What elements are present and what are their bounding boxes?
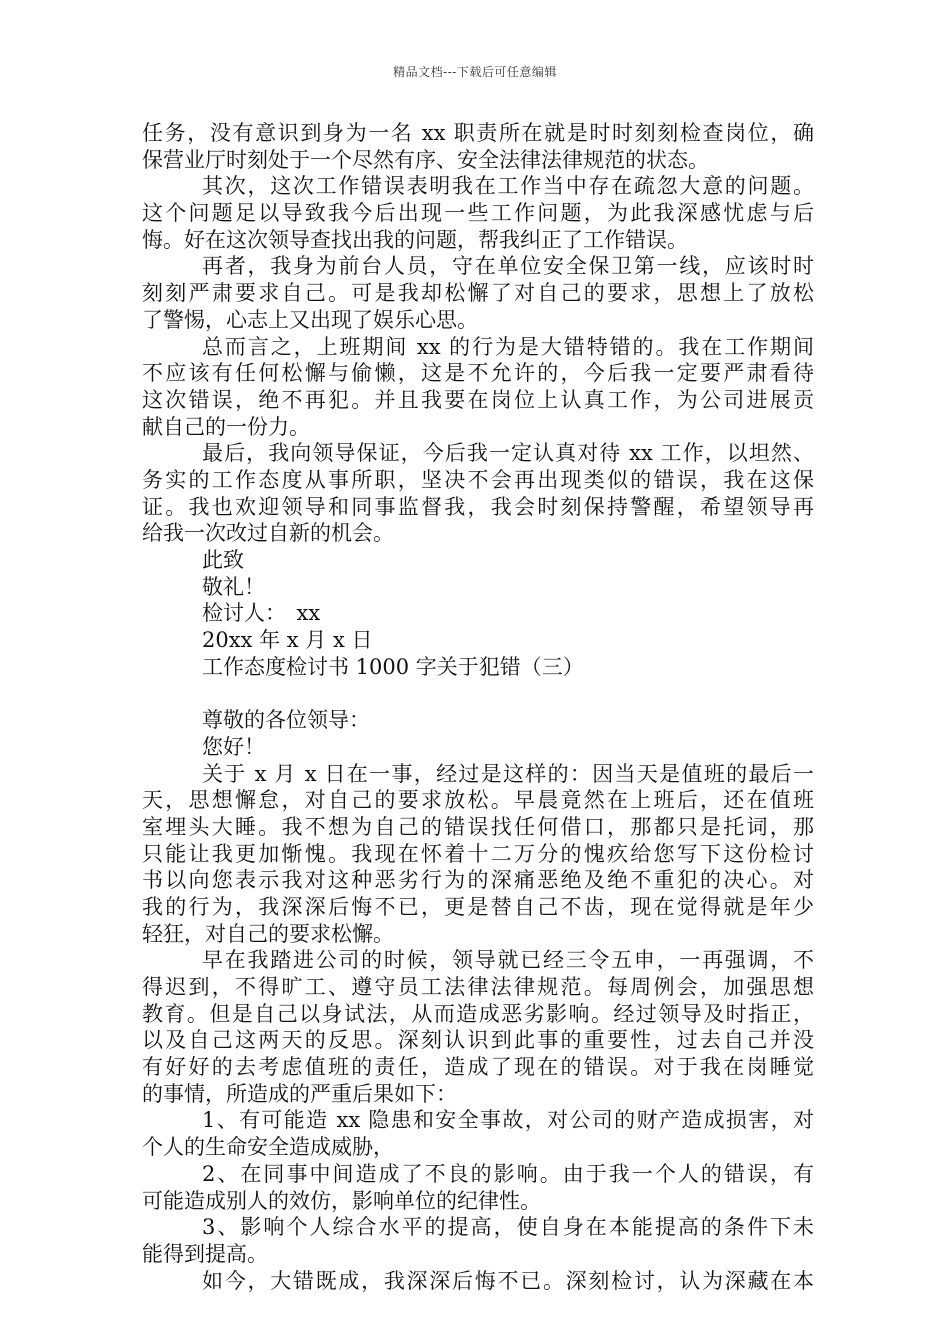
text-line: 再者，我身为前台人员，守在单位安全保卫第一线，应该时时 xyxy=(202,254,814,279)
text-line: 工作态度检讨书 1000 字关于犯错（三） xyxy=(202,654,584,679)
text-line: 这次错误，绝不再犯。并且我要在岗位上认真工作，为公司进展贡 xyxy=(142,387,814,412)
text-line: 了警惕，心志上又出现了娱乐心思。 xyxy=(142,307,478,332)
text-line: 我的行为，我深深后悔不已，更是替自己不齿，现在觉得就是年少 xyxy=(142,894,814,919)
text-line: 得迟到，不得旷工、遵守员工法律法律规范。每周例会，加强思想 xyxy=(142,975,814,999)
text-line: 您好！ xyxy=(202,734,265,759)
text-line: 20xx 年 x 月 x 日 xyxy=(202,628,373,653)
text-line: 只能让我更加惭愧。我现在怀着十二万分的愧疚给您写下这份检讨 xyxy=(142,841,814,866)
text-line: 1、有可能造 xx 隐患和安全事故，对公司的财产造成损害，对 xyxy=(202,1108,814,1133)
text-line: 3、影响个人综合水平的提高，使自身在本能提高的条件下未 xyxy=(202,1215,814,1240)
text-line: 2、在同事中间造成了不良的影响。由于我一个人的错误，有 xyxy=(202,1161,814,1186)
text-line: 可能造成别人的效仿，影响单位的纪律性。 xyxy=(142,1188,541,1213)
text-line: 任务，没有意识到身为一名 xx 职责所在就是时时刻刻检查岗位，确 xyxy=(142,121,814,145)
blank-line xyxy=(142,680,814,707)
text-line: 这个问题足以导致我今后出现一些工作问题，为此我深感忧虑与后 xyxy=(142,201,814,226)
text-line: 关于 x 月 x 日在一事，经过是这样的：因当天是值班的最后一 xyxy=(202,761,814,786)
text-line: 此致 xyxy=(202,548,244,572)
text-line: 以及自己这两天的反思。深刻认识到此事的重要性，过去自己并没 xyxy=(142,1028,814,1053)
page-header: 精品文档---下载后可任意编辑 xyxy=(393,65,557,79)
text-line: 室埋头大睡。我不想为自己的错误找任何借口，那都只是托词，那 xyxy=(142,814,814,839)
text-line: 天，思想懈怠，对自己的要求放松。早晨竟然在上班后，还在值班 xyxy=(142,788,814,813)
text-line: 尊敬的各位领导： xyxy=(202,708,370,733)
text-line: 的事情，所造成的严重后果如下： xyxy=(142,1081,457,1106)
text-line: 刻刻严肃要求自己。可是我却松懈了对自己的要求，思想上了放松 xyxy=(142,281,814,306)
text-line: 不应该有任何松懈与偷懒，这是不允许的，今后我一定要严肃看待 xyxy=(142,361,814,386)
text-line: 最后，我向领导保证，今后我一定认真对待 xx 工作，以坦然、 xyxy=(202,441,814,466)
text-line: 务实的工作态度从事所职，坚决不会再出现类似的错误，我在这保 xyxy=(142,467,814,492)
text-line: 敬礼！ xyxy=(202,574,265,599)
text-line: 如今，大错既成，我深深后悔不已。深刻检讨，认为深藏在本 xyxy=(202,1268,814,1293)
text-line: 给我一次改过自新的机会。 xyxy=(142,521,394,546)
text-line: 献自己的一份力。 xyxy=(142,414,310,439)
text-line: 悔。好在这次领导查找出我的问题，帮我纠正了工作错误。 xyxy=(142,227,688,252)
text-line: 保营业厅时刻处于一个尽然有序、安全法律法律规范的状态。 xyxy=(142,147,709,172)
text-line: 总而言之，上班期间 xx 的行为是大错特错的。我在工作期间 xyxy=(202,334,814,359)
text-line: 有好好的去考虑值班的责任，造成了现在的错误。对于我在岗睡觉 xyxy=(142,1055,814,1080)
text-line: 能得到提高。 xyxy=(142,1241,268,1266)
text-line: 其次，这次工作错误表明我在工作当中存在疏忽大意的问题。 xyxy=(202,174,814,199)
text-line: 教育。但是自己以身试法，从而造成恶劣影响。经过领导及时指正， xyxy=(142,1001,814,1026)
text-line: 轻狂，对自己的要求松懈。 xyxy=(142,921,394,946)
text-line: 检讨人： xx xyxy=(202,601,321,626)
text-line: 证。我也欢迎领导和同事监督我，我会时刻保持警醒，希望领导再 xyxy=(142,494,814,519)
text-line: 书以向您表示我对这种恶劣行为的深痛恶绝及绝不重犯的决心。对 xyxy=(142,868,814,893)
text-line: 个人的生命安全造成威胁， xyxy=(142,1135,394,1160)
text-line: 早在我踏进公司的时候，领导就已经三令五申，一再强调，不 xyxy=(202,948,814,973)
document-body xyxy=(142,120,814,1294)
